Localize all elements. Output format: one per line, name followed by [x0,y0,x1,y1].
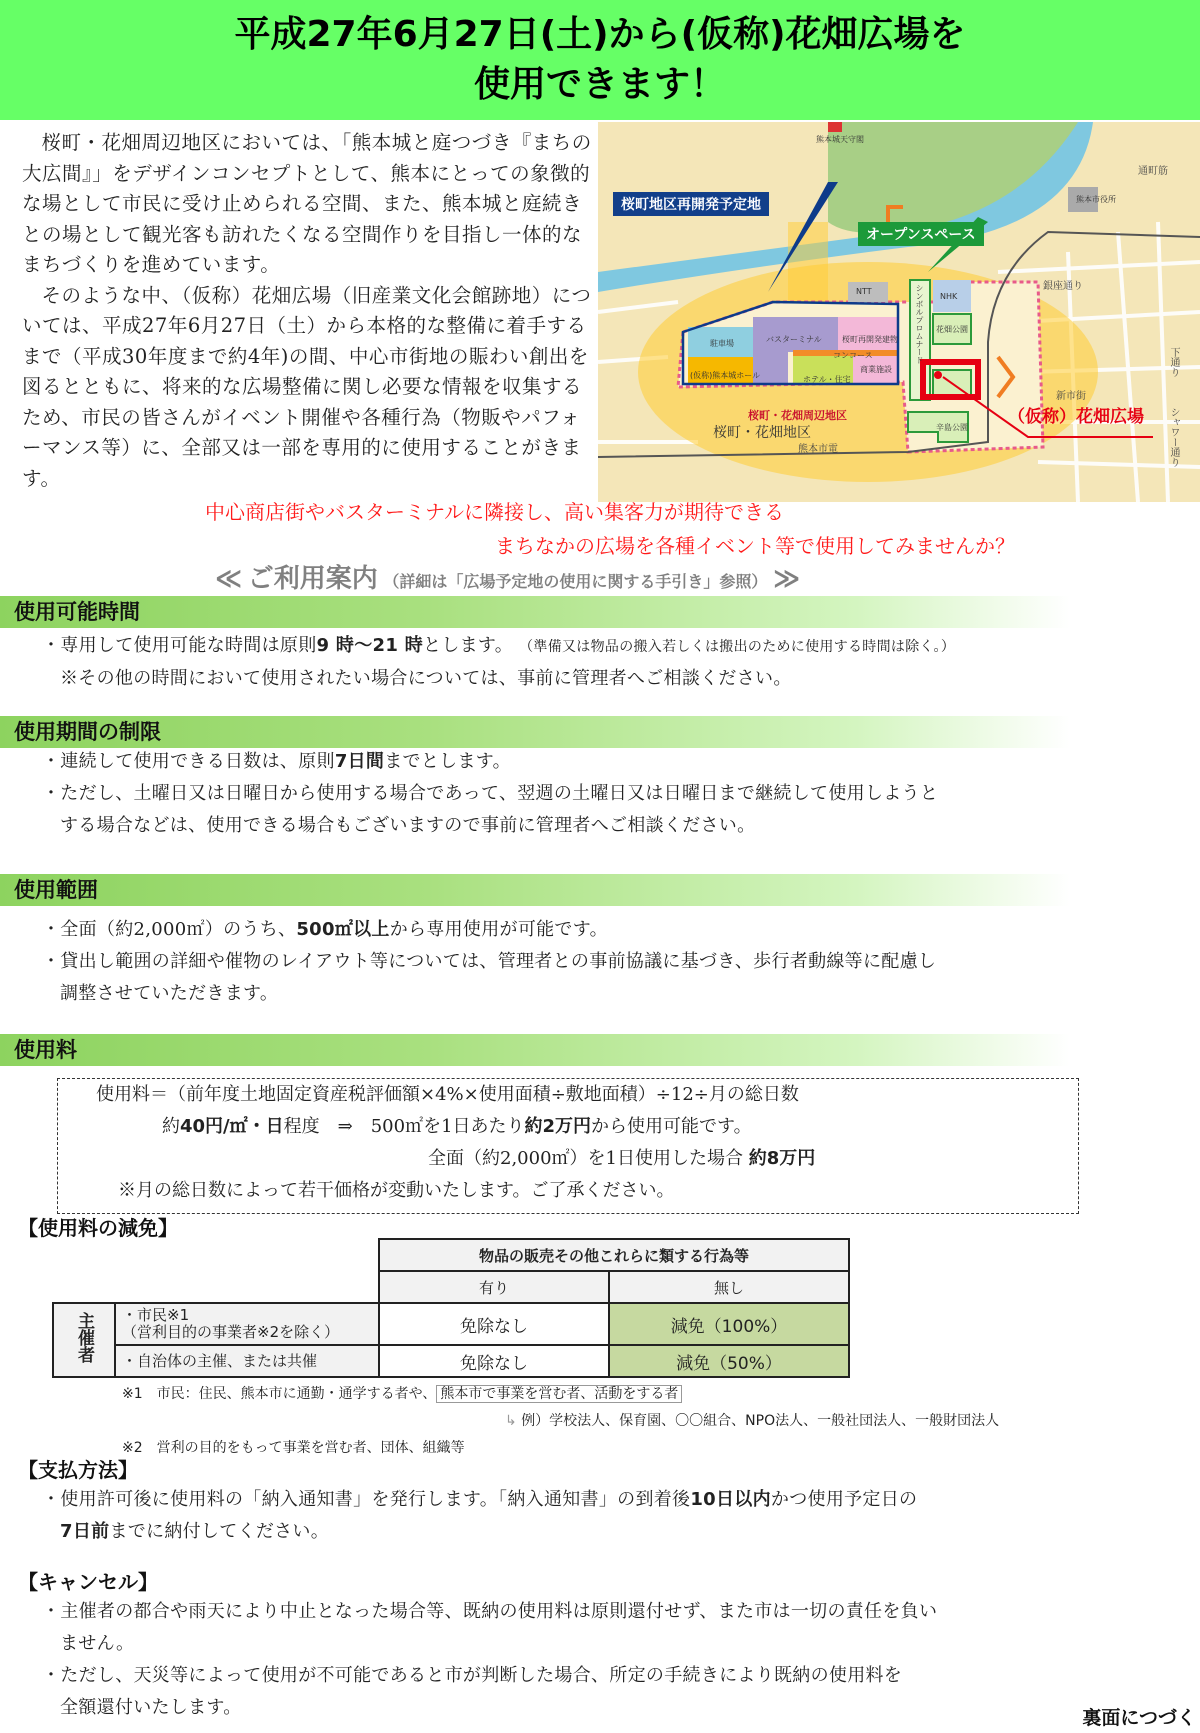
payment-body [42,1484,1172,1548]
tag-open-space: オープンスペース [858,222,984,246]
fee-rate-post: 程度 ⇒ 500㎡を1日あたり [283,1116,525,1137]
label-tsujinoshima-park: 辛島公園 [936,423,968,432]
label-road-shower: シャワー通り [1168,407,1179,467]
period-line-1 [42,746,1172,778]
area-value: 500㎡以上 [296,919,390,940]
fee-rate [58,1111,1078,1143]
hours-note: （準備又は物品の搬入若しくは搬出のために使用する時間は除く。） [519,639,956,655]
cell-citizen-no: 減免（100%） [609,1303,849,1345]
area-map [598,122,1200,502]
area-text-post: から専用使用が可能です。 [389,919,608,940]
cell-citizen-yes: 免除なし [379,1303,609,1345]
hours-line-1 [42,630,1172,663]
title-banner [0,0,1200,120]
fee-full-value: 約8万円 [748,1148,816,1169]
payment-line-2 [42,1516,1172,1548]
payment-text-end: までに納付してください。 [109,1521,330,1542]
payment-line-1 [42,1484,1172,1516]
cancel-line-3: ・ただし、天災等によって使用が不可能であると市が判断した場合、所定の手続きにより既納の使用料を [42,1665,903,1686]
cancel-heading: 【キャンセル】 [18,1570,158,1594]
label-redevelopment-building: 桜町再開発建物 [842,335,898,344]
area-text: ・全面（約2,000㎡）のうち、 [42,919,297,940]
label-parking: 駐車場 [710,339,734,348]
label-shinshigai: 新市街 [1056,391,1086,402]
exemption-heading: 【使用料の減免】 [18,1216,178,1240]
area-line-2: ・貸出し範囲の詳細や催物のレイアウト等については、管理者との事前協議に基づき、歩行者動線等に配慮し [42,951,937,972]
section-heading-fee: 使用料 [0,1034,1070,1066]
payment-deadline: 7日前 [60,1521,110,1542]
payment-text: ・使用許可後に使用料の「納入通知書」を発行します。「納入通知書」の到着後 [42,1489,691,1510]
cancel-line-4: 全額還付いたします。 [60,1697,242,1718]
label-tram: 熊本市電 [798,444,838,455]
section-body-period [42,746,1172,842]
label-city-hall: 熊本市役所 [1076,195,1116,204]
fee-rate-value: 40円/㎡・日 [180,1116,284,1137]
guide-open-bracket: ≪ [215,564,243,594]
section-body-area [42,914,1172,1010]
label-road-shimo: 下通り [1168,347,1179,377]
section-heading-area: 使用範囲 [0,874,1070,906]
row-group-organizer [53,1303,115,1377]
col-header-yes: 有り [379,1271,609,1303]
cancel-line-2: ません。 [60,1633,135,1654]
section-body-hours [42,630,1172,695]
period-line-2: ・ただし、土曜日又は日曜日から使用する場合であって、翌週の土曜日又は日曜日まで継続して使用しようと [42,783,939,804]
period-text-post: までとします。 [384,751,511,772]
payment-days: 10日以内 [690,1489,771,1510]
footnote-1-example [505,1410,999,1430]
fee-rate-pre: 約 [162,1116,180,1137]
exemption-table [52,1238,850,1378]
payment-heading: 【支払方法】 [18,1458,138,1482]
row-label-municipality: ・自治体の主催、または共催 [115,1345,379,1377]
period-text: ・連続して使用できる日数は、原則 [42,751,335,772]
table-row [53,1303,849,1345]
fee-full [58,1143,1078,1175]
organizer-label: 主催者 [74,1312,94,1363]
label-road-ginza: 銀座通り [1043,281,1083,292]
area-line-1 [42,914,1172,946]
label-hotel: ホテル・住宅 [803,375,851,384]
fee-rate-post2: から使用可能です。 [591,1116,752,1137]
guide-close-bracket: ≫ [772,564,801,594]
map-graphic [598,122,1200,502]
fee-formula: 使用料＝（前年度土地固定資産税評価額×4%×使用面積÷敷地面積）÷12÷月の総日数 [96,1084,799,1105]
cancel-body [42,1596,1172,1724]
table-group-header: 物品の販売その他これらに類する行為等 [379,1239,849,1271]
label-nhk: NHK [940,292,958,301]
citizen-label-1: ・市民※1 [122,1306,190,1324]
intro-text [22,128,592,494]
area-line-3: 調整させていただきます。 [60,983,279,1004]
label-road-torimachi: 通町筋 [1138,166,1168,177]
label-concourse: コンコース [833,351,873,360]
catch-line-1: 中心商店街やバスターミナルに隣接し、高い集客力が期待できる [205,500,784,524]
label-castle: 熊本城天守閣 [816,135,864,144]
guide-title: ご利用案内 [247,564,378,594]
cell-municipality-yes: 免除なし [379,1345,609,1377]
title-line-2: 使用できます！ [473,64,726,105]
label-district: 桜町・花畑地区 [713,425,811,441]
arrow-icon: ↳ [505,1413,522,1429]
intro-paragraph-2: そのような中、（仮称）花畑広場（旧産業文化会館跡地）については、平成27年6月27日（土）から本格的な整備に着手するまで（平成30年度まで約4年)の間、中心市街地の賑わい創出を図るとともに、将来的な広場整備に関し必要な情報を収集するため、市民の皆さんがイベント開催や各種行為（物販やパフォーマンス等）に、全部又は一部を専用的に使用することがきます。 [22,283,592,490]
label-plaza-callout: （仮称）花畑広場 [1008,407,1144,427]
label-hall: (仮称)熊本城ホール [690,371,761,380]
fee-full-pre: 全面（約2,000㎡）を1日使用した場合 [428,1148,749,1169]
row-label-citizen [115,1303,379,1345]
cancel-line-1: ・主催者の都合や雨天により中止となった場合等、既納の使用料は原則還付せず、また市は一切の責任を負い [42,1601,938,1622]
citizen-label-2: （営利目的の事業者※2を除く） [122,1323,340,1341]
footnote-1 [122,1383,682,1403]
section-heading-period: 使用期間の制限 [0,716,1070,748]
table-row [53,1345,849,1377]
footnote-2: ※2 営利の目的をもって事業を営む者、団体、組織等 [122,1440,465,1456]
guide-note: （詳細は「広場予定地の使用に関する手引き」参照） [383,572,768,591]
catch-line-2: まちなかの広場を各種イベント等で使用してみませんか？ [495,534,1015,558]
hours-value: 9 時～21 時 [316,635,424,656]
cell-municipality-no: 減免（50%） [609,1345,849,1377]
label-district-red: 桜町・花畑周辺地区 [748,409,847,422]
period-line-3: する場合などは、使用できる場合もございますので事前に管理者へご相談ください。 [60,815,756,836]
payment-text-post: かつ使用予定日の [770,1489,918,1510]
label-bus-terminal: バスターミナル [766,335,822,344]
title-line-1: 平成27年6月27日(土)から(仮称)花畑広場を [234,14,966,55]
footnote-1-example-text: 例）学校法人、保育園、〇〇組合、NPO法人、一般社団法人、一般財団法人 [521,1413,1000,1429]
fee-box [57,1078,1079,1214]
label-hanabata-park: 花畑公園 [936,325,968,334]
hours-text: ・専用して使用可能な時間は原則 [42,635,317,656]
fee-note: ※月の総日数によって若干価格が変動いたします。ご了承ください。 [118,1180,675,1201]
footnote-1-boxed: 熊本市で事業を営む者、活動をする者 [436,1385,682,1403]
label-commercial: 商業施設 [860,365,892,374]
footnote-1-text: ※1 市民：住民、熊本市に通勤・通学する者や、 [122,1386,437,1402]
tag-redevelopment: 桜町地区再開発予定地 [613,192,769,216]
period-value: 7日間 [334,751,385,772]
label-promenade: シンボルプロムナード [915,284,924,364]
usage-guide-heading [215,558,800,595]
col-header-no: 無し [609,1271,849,1303]
section-heading-hours: 使用可能時間 [0,596,1070,628]
hours-line-2: ※その他の時間において使用されたい場合については、事前に管理者へご相談ください。 [60,668,792,689]
hours-text-post: とします。 [423,635,514,656]
intro-paragraph-1: 桜町・花畑周辺地区においては、「熊本城と庭つづき『まちの大広間』」をデザインコンセプトとして、熊本にとっての象徴的な場として市民に受け止められる空間、また、熊本城と庭続きとの場として観光客も訪れたくなる空間作りを目指し一体的なまちづくりを進めています。 [22,131,592,276]
label-ntt: NTT [856,287,872,296]
fee-min-value: 約2万円 [524,1116,592,1137]
continue-on-back: 裏面につづく [1082,1707,1196,1729]
